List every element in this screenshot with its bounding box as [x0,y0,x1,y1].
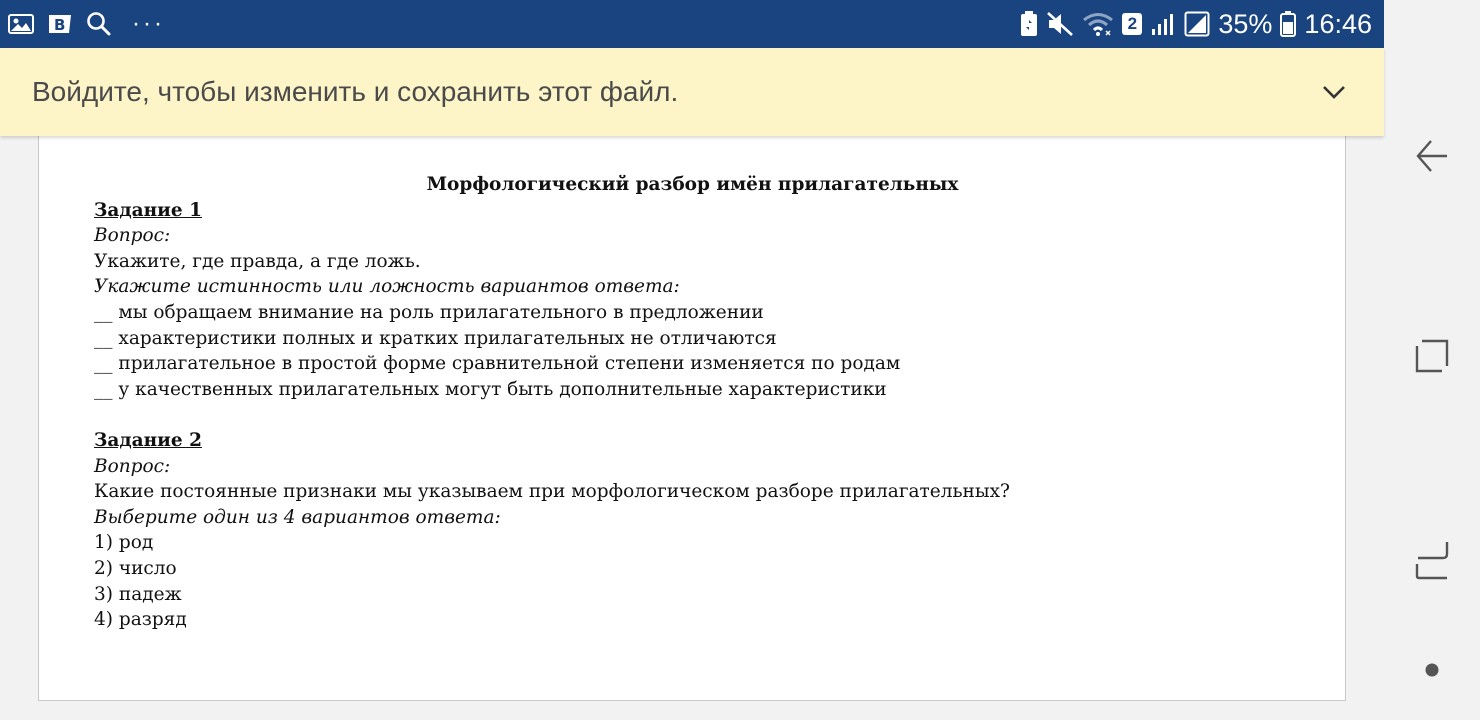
task2-question: Какие постоянные признаки мы указываем при морфологическом разборе прилагательных? [94,481,1010,503]
sign-in-banner[interactable] [0,48,1384,136]
task1-option: __ мы обращаем внимание на роль прилагательного в предложении [94,301,764,323]
document-viewport[interactable] [0,136,1384,720]
sim-badge: 2 [1122,13,1142,35]
home-icon[interactable] [1384,336,1480,376]
search-icon [86,11,112,37]
task1-option: __ характеристики полных и кратких прилагательных не отличаются [94,327,777,349]
paragraph-gap [94,402,1294,428]
recents-icon[interactable] [1384,538,1480,582]
task2-option: 2) число [94,557,177,579]
more-dots-icon: ··· [132,10,165,37]
sim-signal-icon [1184,11,1210,37]
dot-icon[interactable] [1384,662,1480,678]
task2-question-label: Вопрос: [94,455,171,477]
task1-question-label: Вопрос: [94,225,171,247]
signal-icon [1150,12,1176,36]
task2-option: 4) разряд [94,609,187,631]
wifi-icon [1082,11,1114,37]
task1-option: __ прилагательное в простой форме сравнительной степени изменяется по родам [94,353,901,375]
task1-instruction: Укажите истинность или ложность вариантов ответа: [94,276,680,298]
task1-option: __ у качественных прилагательных могут быть дополнительные характеристики [94,378,887,400]
svg-text:B: B [54,16,66,34]
document-page [38,136,1346,701]
task2-option: 1) род [94,532,154,554]
mute-icon [1046,11,1074,37]
task2-heading: Задание 2 [94,429,202,451]
document-content [94,172,1294,633]
back-icon[interactable] [1384,136,1480,176]
battery-saver-icon [1020,11,1038,37]
chevron-down-icon[interactable] [1322,84,1346,100]
navigation-bar [1384,0,1480,720]
task2-option: 3) падеж [94,583,182,605]
banner-message: Войдите, чтобы изменить и сохранить этот файл. [32,76,679,107]
battery-icon [1280,11,1296,37]
task1-question: Укажите, где правда, а где ложь. [94,250,421,272]
document-title: Морфологический разбор имён прилагательных [426,174,959,195]
battery-percent: 35% [1218,8,1273,39]
task1-heading: Задание 1 [94,199,202,221]
clock: 16:46 [1304,8,1372,39]
task2-instruction: Выберите один из 4 вариантов ответа: [94,506,501,528]
vk-icon [46,12,74,36]
status-bar [0,0,1384,48]
gallery-icon [8,13,34,35]
